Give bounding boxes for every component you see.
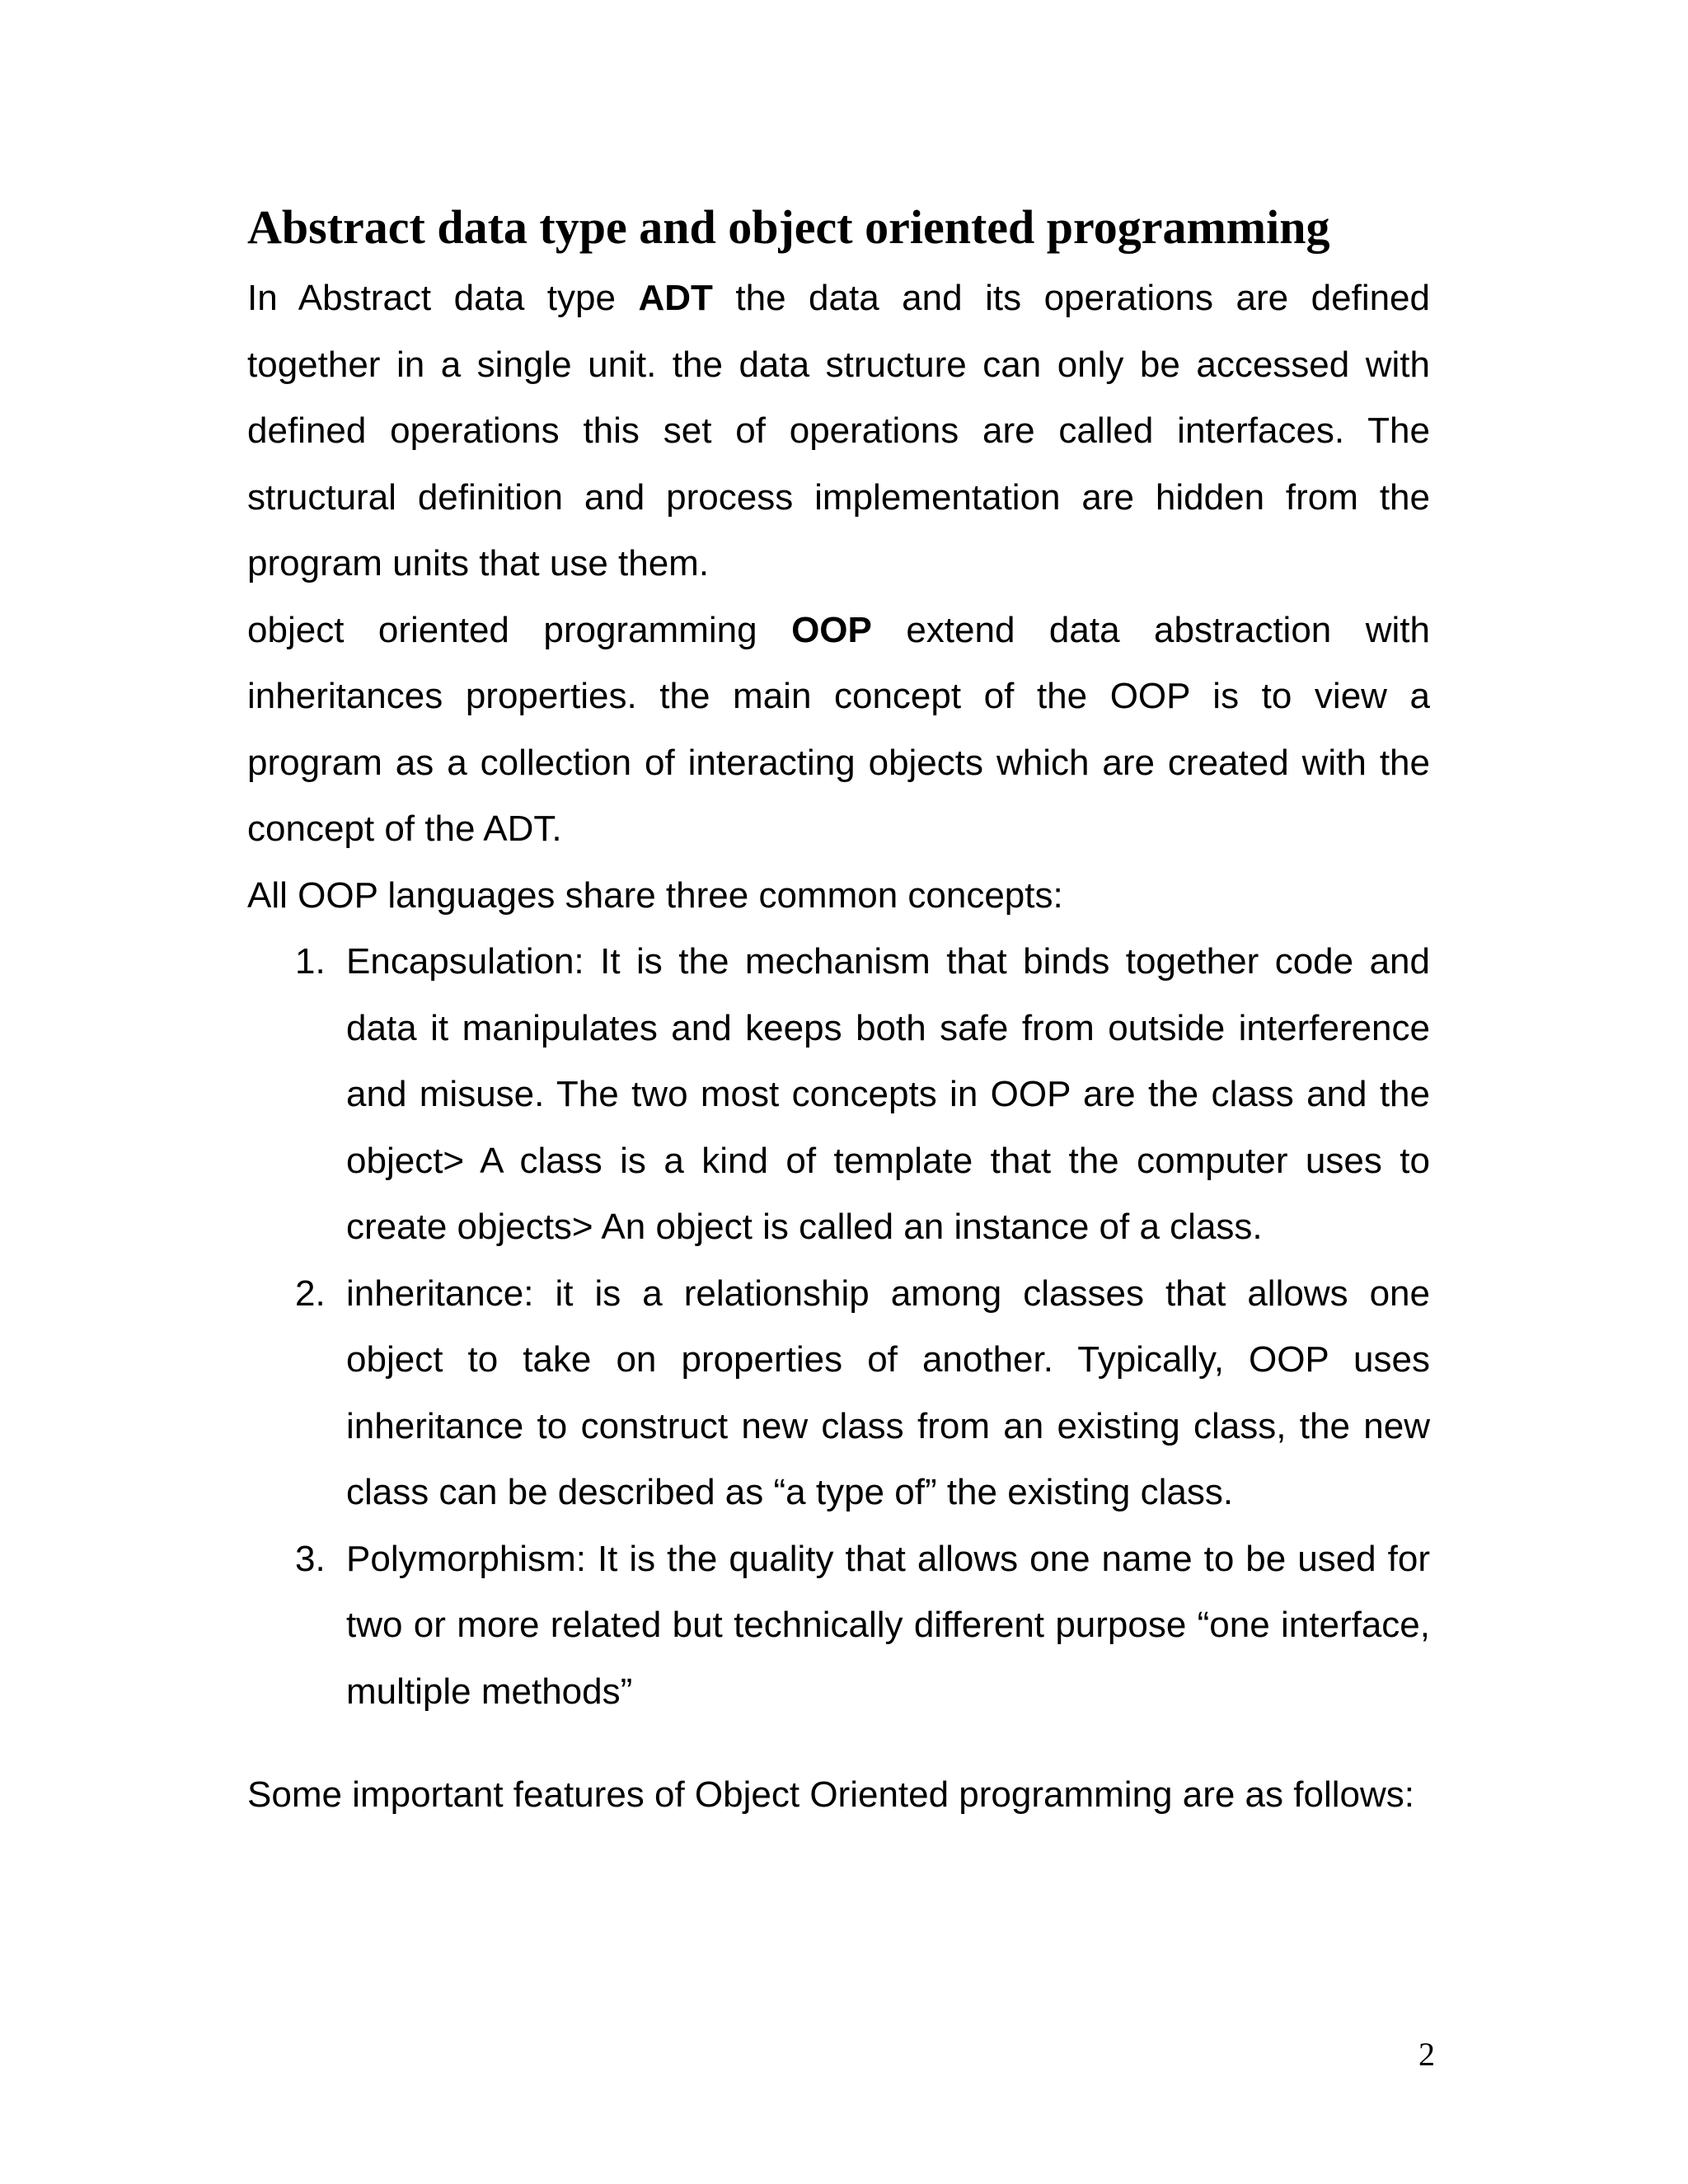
list-item-text: Encapsulation: It is the mechanism that binds together code and data it manipulates and keeps both safe from outside interference and misuse. The two most concepts in OOP are the class and the object> A class is a kind of template that the computer uses to create objects> An object is called an instance of a class. [346, 941, 1430, 1247]
list-item [295, 929, 1430, 1261]
page-content [247, 194, 1430, 1829]
oop-text-after: extend data abstraction with inheritances properties. the main concept of the OOP is to view a program as a collection of interacting objects which are created with the concept of the ADT. [247, 609, 1430, 849]
list-item [295, 1526, 1430, 1726]
list-item-number: 1. [295, 941, 326, 982]
concepts-list [247, 929, 1430, 1725]
adt-text-after: the data and its operations are defined together in a single unit. the data structure can only be accessed with defined operations this set of operations are called interfaces. The structural definition and process implementation are hidden from the program units that use them. [247, 278, 1431, 583]
features-intro: Some important features of Object Oriented programming are as follows: [247, 1774, 1414, 1815]
page-title: Abstract data type and object oriented programming [247, 200, 1330, 254]
list-item-text: inheritance: it is a relationship among classes that allows one object to take on properties of another. Typically, OOP uses inheritance to construct new class from an existing class, the new class can be described as “a type of” the existing class. [346, 1272, 1430, 1512]
concepts-intro: All OOP languages share three common concepts: [247, 874, 1063, 916]
list-item-number: 3. [295, 1538, 326, 1579]
adt-text-before: In Abstract data type [247, 278, 639, 318]
section-spacer [247, 1725, 1430, 1762]
oop-text-before: object oriented programming [247, 609, 792, 650]
list-item-text: Polymorphism: It is the quality that allows one name to be used for two or more related but technically different purpose “one interface, multiple methods” [346, 1538, 1430, 1712]
oop-paragraph [247, 598, 1430, 863]
list-item-number: 2. [295, 1272, 326, 1314]
adt-paragraph [247, 265, 1430, 598]
oop-term: OOP [791, 609, 872, 650]
list-item [295, 1261, 1430, 1526]
page-number: 2 [1418, 2036, 1435, 2073]
adt-term: ADT [638, 278, 713, 318]
